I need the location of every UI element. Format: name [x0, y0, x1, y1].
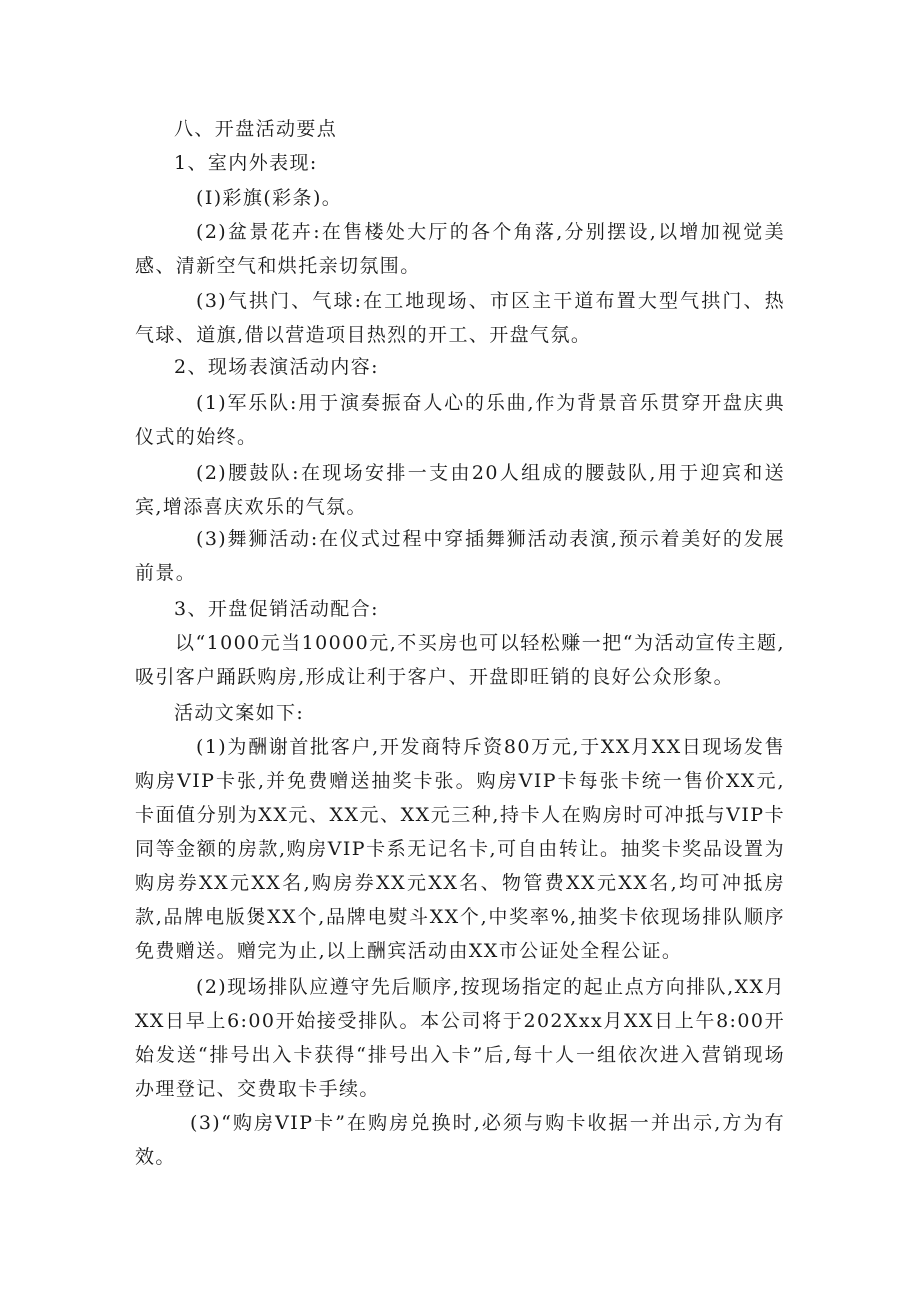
- section-title: 八、开盘活动要点: [174, 118, 338, 140]
- s1-item-2: (2)盆景花卉:在售楼处大厅的各个角落,分别摆设,以增加视觉美感、清新空气和烘托亲切氛围。: [135, 221, 785, 277]
- s3-item-3: (3)“购房VIP卡”在购房兑换时,必须与购卡收据一并出示,方为有效。: [135, 1112, 785, 1168]
- s2-item-2: (2)腰鼓队:在现场安排一支由20人组成的腰鼓队,用于迎宾和送宾,增添喜庆欢乐的气氛。: [135, 462, 785, 518]
- s1-item-3: (3)气拱门、气球:在工地现场、市区主干道布置大型气拱门、热气球、道旗,借以营造项目热烈的开工、开盘气氛。: [135, 290, 785, 346]
- subsection-1-title: 1、室内外表现:: [174, 152, 318, 174]
- s3-item-2: (2)现场排队应遵守先后顺序,按现场指定的起止点方向排队,XX月XX日早上6:00开始接受排队。本公司将于202Xxx月XX日上午8:00开始发送“排号出入卡获得“排号出入卡”后,每十人一组依次进入营销现场办理登记、交费取卡手续。: [135, 976, 785, 1100]
- s3-intro: 以“1000元当10000元,不买房也可以轻松赚一把“为活动宣传主题,吸引客户踊跃购房,形成让利于客户、开盘即旺销的良好公众形象。: [135, 632, 785, 688]
- s1-item-1: (I)彩旗(彩条)。: [196, 187, 343, 209]
- subsection-2-title: 2、现场表演活动内容:: [174, 356, 379, 378]
- copy-title: 活动文案如下:: [174, 702, 305, 724]
- s3-item-1: (1)为酬谢首批客户,开发商特斥资80万元,于XX月XX日现场发售购房VIP卡张,并免费赠送抽奖卡张。购房VIP卡每张卡统一售价XX元,卡面值分别为XX元、XX元、XX元三种,持卡人在购房时可冲抵与VIP卡同等金额的房款,购房VIP卡系无记名卡,可自由转让。抽奖卡奖品设置为购房券XX元XX名,购房券XX元XX名、物管费XX元XX名,均可冲抵房款,品牌电版煲XX个,品牌电熨斗XX个,中奖率%,抽奖卡依现场排队顺序免费赠送。赠完为止,以上酬宾活动由XX市公证处全程公证。: [135, 736, 785, 962]
- s2-item-1: (1)军乐队:用于演奏振奋人心的乐曲,作为背景音乐贯穿开盘庆典仪式的始终。: [135, 392, 785, 448]
- subsection-3-title: 3、开盘促销活动配合:: [174, 598, 379, 620]
- s2-item-3: (3)舞狮活动:在仪式过程中穿插舞狮活动表演,预示着美好的发展前景。: [135, 528, 785, 584]
